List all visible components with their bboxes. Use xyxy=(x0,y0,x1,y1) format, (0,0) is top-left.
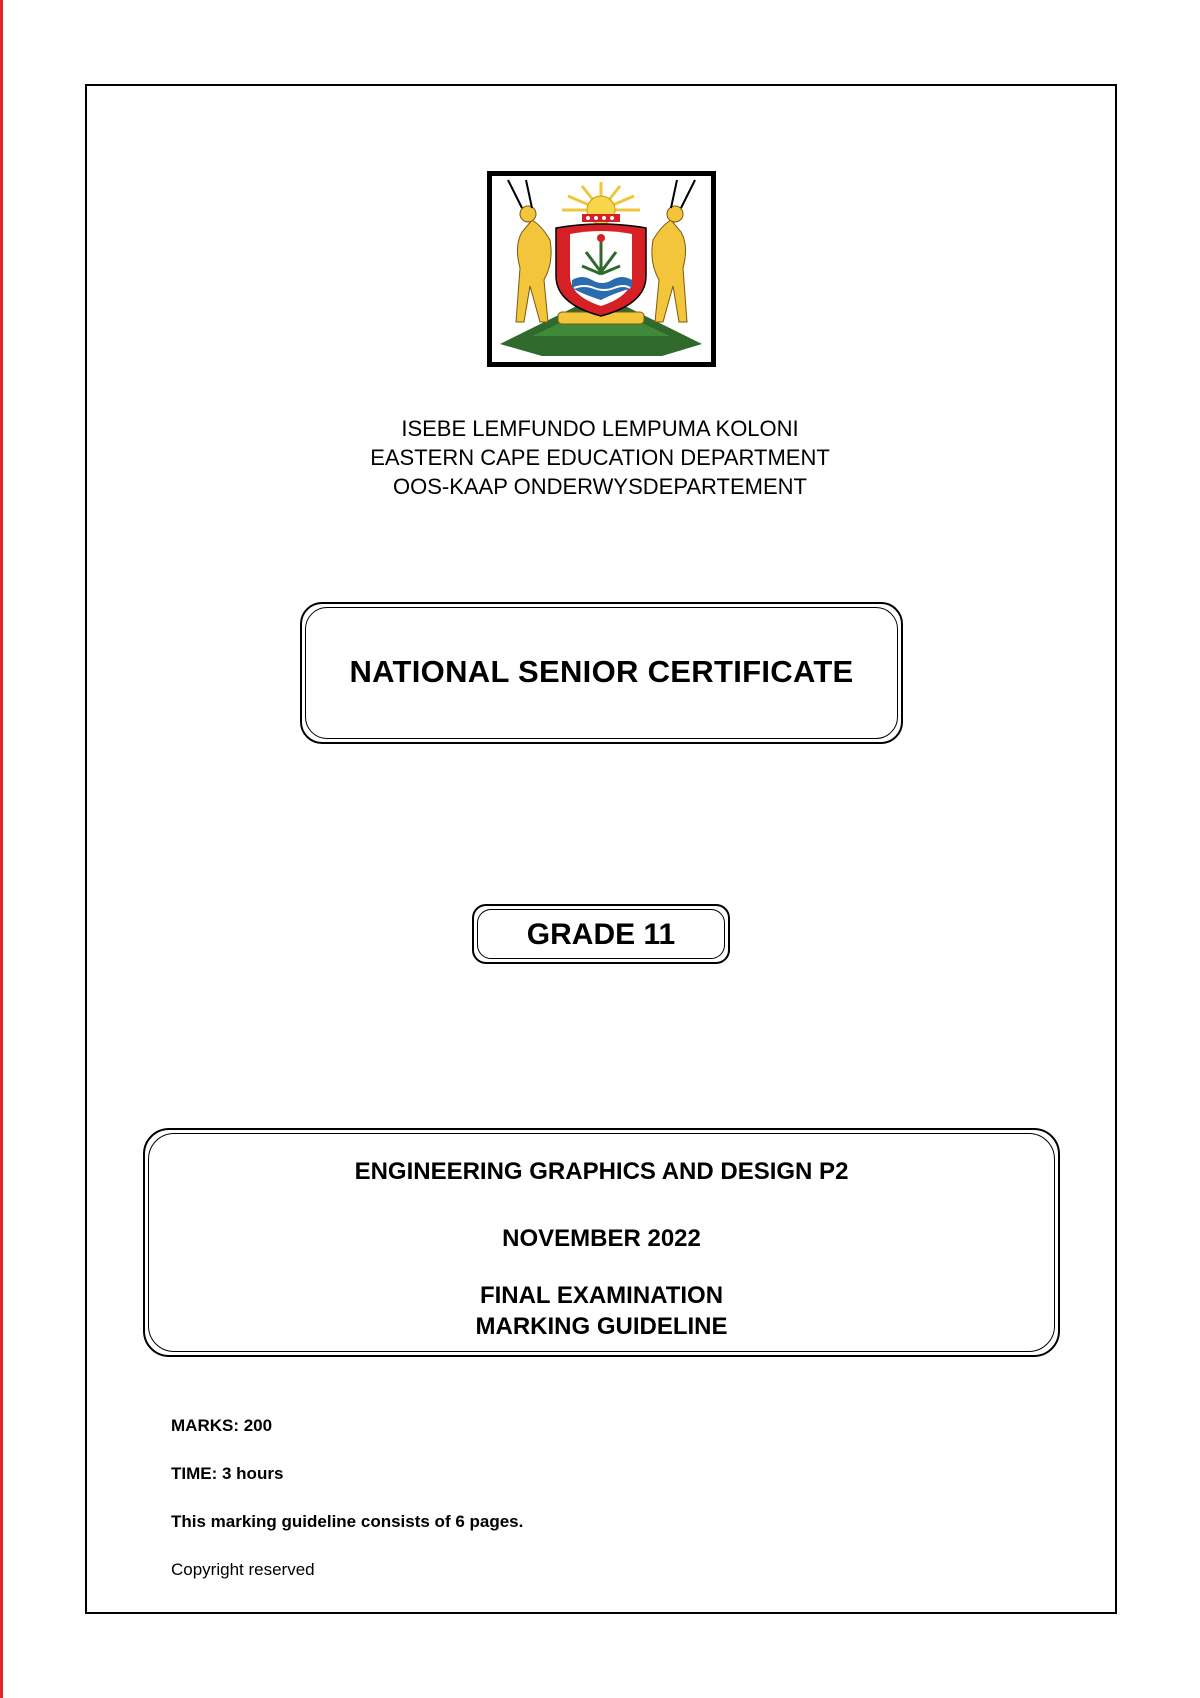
left-red-edge xyxy=(0,0,3,1698)
department-line-afrikaans: OOS-KAAP ONDERWYSDEPARTEMENT xyxy=(392,474,807,499)
department-line-english: EASTERN CAPE EDUCATION DEPARTMENT xyxy=(370,445,830,470)
exam-type: FINAL EXAMINATION xyxy=(479,1282,724,1309)
pages-info: This marking guideline consists of 6 pages. xyxy=(171,1512,524,1531)
coat-of-arms xyxy=(487,171,716,367)
exam-date: NOVEMBER 2022 xyxy=(502,1225,701,1252)
grade-box xyxy=(472,904,730,964)
grade-label: GRADE 11 xyxy=(526,918,676,951)
department-line-xhosa: ISEBE LEMFUNDO LEMPUMA KOLONI xyxy=(401,416,799,441)
time-info: TIME: 3 hours xyxy=(171,1464,284,1483)
document-type: MARKING GUIDELINE xyxy=(475,1313,728,1340)
subject-title: ENGINEERING GRAPHICS AND DESIGN P2 xyxy=(354,1158,849,1185)
certificate-box xyxy=(300,602,903,744)
certificate-title: NATIONAL SENIOR CERTIFICATE xyxy=(349,654,854,689)
subject-box xyxy=(143,1128,1060,1357)
marks-info: MARKS: 200 xyxy=(171,1416,273,1435)
department-heading xyxy=(0,414,1200,501)
coat-of-arms-icon xyxy=(492,176,711,362)
copyright-note: Copyright reserved xyxy=(171,1560,315,1579)
